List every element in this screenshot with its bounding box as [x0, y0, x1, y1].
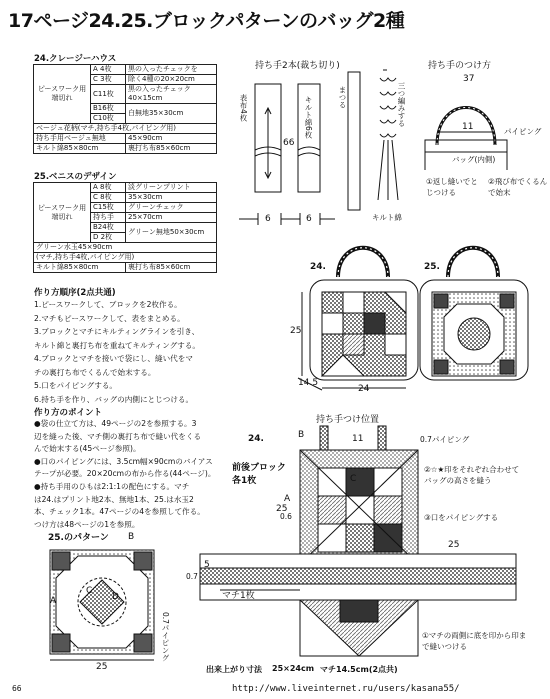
table-cell: 黒の入ったチェックを: [126, 65, 217, 75]
table-cell: C 3枚: [91, 75, 126, 85]
batting-small-label: キルト綿: [372, 213, 402, 222]
list-item: は24.はプリント地2本、無地1本、25.は水玉2: [34, 494, 194, 504]
block-letter-a: A: [284, 494, 291, 504]
block-step3: ③口をパイピングする: [424, 513, 499, 522]
source-url[interactable]: http://www.liveinternet.ru/users/kasana55/: [232, 684, 460, 694]
block-24-label: 24.: [248, 434, 264, 444]
braid-label: 三つ編みする: [397, 82, 406, 127]
handle-strip-diagram: [239, 70, 398, 225]
list-item: 本、チェック1本。47ページの4を参照して作る。: [34, 507, 205, 517]
attach-inside: バッグ(内側): [452, 155, 496, 164]
bag-24-label: 24.: [310, 262, 326, 272]
list-item: ●袋の仕立て方は、49ページの2を参照する。3: [34, 419, 197, 428]
block-letter-b: B: [298, 430, 305, 440]
list-item: 辺を縫った後、マチ側の裏打ち布で縫い代をくる: [34, 431, 202, 441]
table-cell: グリーンチェック: [126, 203, 217, 213]
block-06: 0.6: [280, 512, 292, 521]
attach-length: 37: [463, 74, 475, 84]
gusset-5: 5: [204, 560, 210, 570]
bag-24-illustration: [310, 248, 418, 380]
block-top-11: 11: [352, 434, 364, 444]
table-cell: B24枚: [91, 223, 126, 233]
pattern-letter-c: C: [86, 586, 93, 596]
list-item: 3.ブロックとマチにキルティングラインを引き、: [34, 327, 200, 336]
pattern-size: 25: [96, 662, 108, 672]
piecework-label: ピースワーク用端切れ: [34, 183, 91, 243]
block-side-25: 25: [276, 504, 288, 514]
list-item: つけ方は48ページの1を参照。: [34, 519, 140, 529]
gusset-07: 0.7: [186, 572, 198, 581]
bag-width: 24: [358, 384, 370, 394]
attach-width: 11: [462, 122, 474, 132]
front-back-label: 前後ブロック各1枚: [232, 463, 286, 486]
page-number: 66: [12, 684, 22, 693]
gusset-25: 25: [448, 540, 460, 550]
handle-length: 66: [283, 138, 295, 148]
list-item: 1.ピースワークして、ブロックを2枚作る。: [34, 300, 182, 309]
attach-step1: ①返し縫いでとじつける: [426, 177, 478, 197]
table-cell: 持ち手: [91, 213, 126, 223]
list-item: ●口のパイピングには、3.5cm幅×90cmのバイアス: [34, 456, 213, 466]
table-cell: 持ち手用ベージュ無地: [34, 134, 126, 144]
gusset-size: マチ14.5cm(2点共): [320, 665, 398, 674]
steps-heading: 作り方順序(2点共通): [34, 288, 116, 298]
table-cell: キルト綿85×80cm: [34, 144, 126, 154]
table-cell: A 8枚: [91, 183, 126, 193]
points-heading: 作り方のポイント: [34, 408, 103, 418]
attach-position-label: 持ち手つけ位置: [316, 415, 380, 425]
outer-fabric-label: 表布4枚: [239, 94, 248, 122]
page-title: 17ページ24.25.ブロックパターンのバッグ2種: [8, 10, 405, 32]
pattern-letter-a: A: [50, 596, 57, 606]
table-cell: 除く4種の20×20cm: [126, 75, 217, 85]
pattern-piping: 0.7パイピング: [161, 612, 170, 662]
table-cell: B16枚: [91, 104, 126, 114]
table-cell: グリーン水玉45×90cm: [34, 243, 217, 253]
list-item: キルト綿と裏打ち布を重ねてキルティングする。: [34, 340, 200, 350]
table-cell: C15枚: [91, 203, 126, 213]
batting-label: キルト綿6枚: [304, 96, 313, 139]
block-step1: ①マチの両側に底を印から印まで縫いつける: [422, 631, 527, 651]
handle-width-1: 6: [265, 214, 271, 224]
list-item: 5.口をパイピングする。: [34, 381, 118, 390]
list-item: 6.持ち手を作り、バッグの内側にとじつける。: [34, 394, 194, 404]
list-item: テープが必要。20×20cmの布から作る(44ページ)。: [34, 469, 216, 479]
table-cell: 黒の入ったチェック 40×15cm: [126, 85, 217, 104]
table-cell: C10枚: [91, 114, 126, 124]
block-letter-c: C: [350, 474, 357, 484]
list-item: 2.マチもピースワークして、表をまとめる。: [34, 313, 185, 323]
table-cell: 35×30cm: [126, 193, 217, 203]
table-cell: 裏打ち布85×60cm: [126, 144, 217, 154]
block-24-bottom: [300, 600, 418, 656]
whipstitch-label: まつる: [338, 86, 347, 109]
table-cell: C11枚: [91, 85, 126, 104]
block-step2: ②☆★印をそれぞれ合わせてバッグの高さを縫う: [424, 465, 520, 485]
list-item: 4.ブロックとマチを接いで袋にし、縫い代をマ: [34, 354, 193, 363]
table-cell: 白無地35×30cm: [126, 104, 217, 124]
list-item: ●持ち手用のひもは2:1:1の配色にする。マチ: [34, 481, 190, 491]
list-item: チの裏打ち布でくるんで始末する。: [34, 367, 156, 377]
table-cell: A 4枚: [91, 65, 126, 75]
table-cell: グリーン無地50×30cm: [126, 223, 217, 243]
table-cell: 25×70cm: [126, 213, 217, 223]
block-24-diagram: [300, 426, 418, 564]
table-cell: D 2枚: [91, 233, 126, 243]
pattern-25-diagram: [50, 550, 154, 660]
pattern-25-heading: 25.のパターン: [48, 533, 109, 543]
bag-25-label: 25.: [424, 262, 440, 272]
table-cell: 45×90cm: [126, 134, 217, 144]
piecework-label: ピースワーク用端切れ: [34, 65, 91, 124]
section24-heading: 24.クレージーハウス: [34, 54, 117, 64]
finished-size-label: 出来上がり寸法: [206, 665, 262, 674]
finished-size-value: 25×24cm: [272, 664, 315, 673]
attach-heading: 持ち手のつけ方: [428, 61, 492, 71]
gusset-label: マチ1枚: [222, 591, 255, 601]
bag-depth: 14.5: [298, 378, 319, 388]
block-piping: 0.7パイピング: [420, 435, 470, 444]
handle-width-2: 6: [306, 214, 312, 224]
list-item: んで始末する(45ページ参照)。: [34, 444, 141, 454]
table-cell: 裏打ち布85×60cm: [126, 263, 217, 273]
attach-piping: パイピング: [504, 127, 542, 136]
table-cell: (マチ,持ち手4枚,パイピング用): [34, 253, 217, 263]
table-cell: C 8枚: [91, 193, 126, 203]
table-cell: ベージュ花柄(マチ,持ち手4枚,パイピング用): [34, 124, 217, 134]
table-cell: キルト綿85×80cm: [34, 263, 126, 273]
section25-heading: 25.ベニスのデザイン: [34, 172, 117, 182]
pattern-letter-d: D: [112, 592, 119, 602]
handles-heading: 持ち手2本(裁ち切り): [255, 61, 340, 71]
bag-height: 25: [290, 326, 302, 336]
table-cell: 淡グリーンプリント: [126, 183, 217, 193]
pattern-letter-b: B: [128, 532, 135, 542]
attach-step2: ②飛び布でくるんで始末: [488, 177, 548, 197]
